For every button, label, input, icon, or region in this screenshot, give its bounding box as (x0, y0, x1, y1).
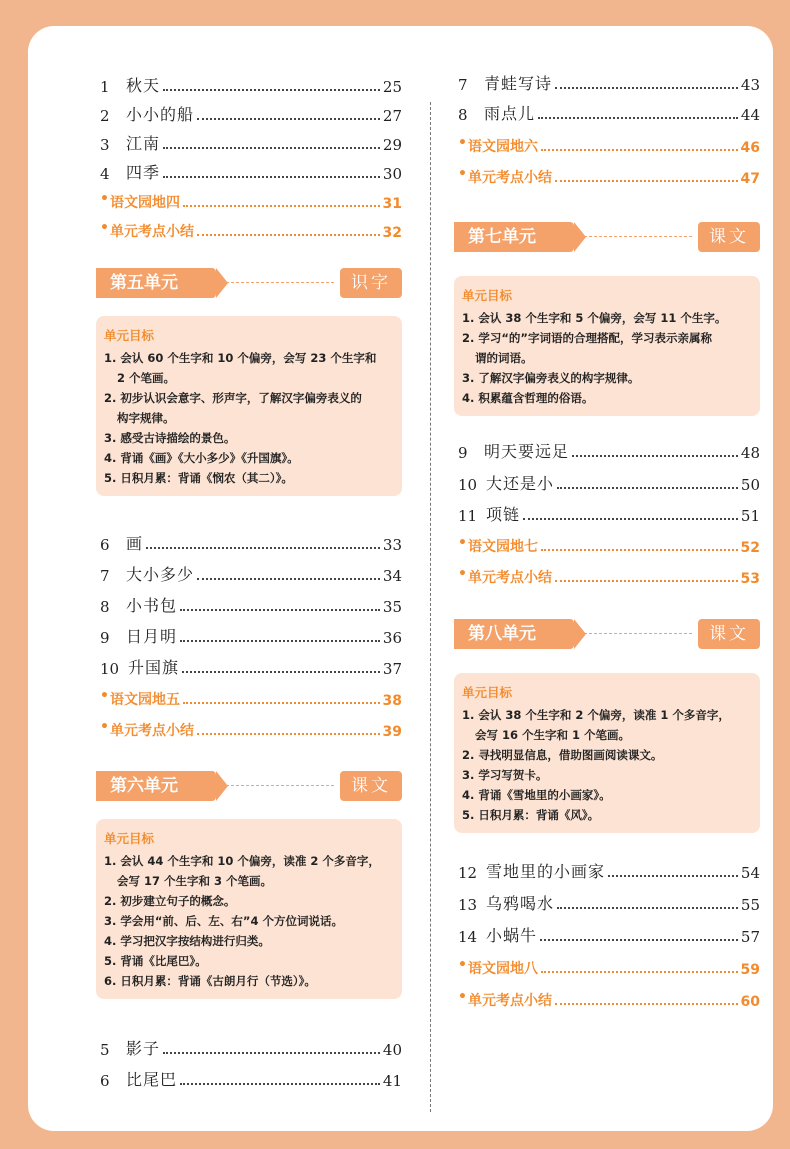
toc-entry-highlight[interactable] (458, 161, 760, 187)
unit-tag: 课文 (698, 619, 760, 649)
page-number: 48 (740, 444, 760, 462)
toc-entry-highlight[interactable] (100, 714, 402, 740)
leader-dots (183, 205, 380, 207)
page-number: 59 (740, 962, 760, 978)
page-number: 30 (382, 165, 402, 183)
goal-item: 4. 学习把汉字按结构进行归类。 (104, 934, 270, 948)
toc-entry[interactable]: 1 秋天 25 (100, 70, 402, 96)
page-number: 53 (740, 571, 760, 587)
goal-item: 4. 背诵《雪地里的小画家》。 (462, 788, 611, 802)
toc-entry[interactable]: 6 比尾巴 41 (100, 1064, 402, 1090)
page-number: 51 (740, 507, 760, 525)
page-number: 37 (382, 660, 402, 678)
leader-dots (146, 547, 380, 549)
page-number: 47 (740, 171, 760, 187)
leader-dots (180, 640, 380, 642)
page-number: 60 (740, 994, 760, 1010)
entry-title: • 单元考点小结 (458, 167, 552, 187)
goal-item: 1. 会认 60 个生字和 10 个偏旁，会写 23 个生字和 2 个笔画。 (104, 351, 377, 385)
page-number: 55 (740, 896, 760, 914)
leader-dots (197, 733, 380, 735)
page-number: 25 (382, 78, 402, 96)
entry-title: • 语文园地六 (458, 136, 538, 156)
page-number: 44 (740, 106, 760, 124)
entry-title: • 单元考点小结 (458, 567, 552, 587)
toc-entry[interactable]: 8 小书包 35 (100, 590, 402, 616)
entry-title: 小书包 (126, 596, 178, 615)
page-number: 57 (740, 928, 760, 946)
goal-item: 5. 背诵《比尾巴》。 (104, 954, 207, 968)
entry-title: • 单元考点小结 (100, 221, 194, 241)
toc-entry[interactable]: 2 小小的船 27 (100, 99, 402, 125)
toc-entry[interactable]: 4 四季 30 (100, 157, 402, 183)
entry-title: • 语文园地五 (100, 689, 180, 709)
page-number: 34 (382, 567, 402, 585)
toc-entry-highlight[interactable] (100, 215, 402, 241)
entry-title: 升国旗 (128, 658, 180, 677)
unit-goals-7 (454, 276, 760, 416)
leader-dots (163, 147, 380, 149)
toc-entry[interactable]: 6 画 33 (100, 528, 402, 554)
goal-item: 2. 学习“的”字词语的合理搭配，学习表示亲属称 谓的词语。 (462, 331, 712, 365)
page-number: 36 (382, 629, 402, 647)
leader-dots (540, 939, 738, 941)
leader-dots (197, 118, 380, 120)
entry-title: 大小多少 (126, 565, 195, 584)
page-number: 29 (382, 136, 402, 154)
entry-title: 乌鸦喝水 (486, 894, 555, 913)
toc-entry[interactable]: 8 雨点儿 44 (458, 98, 760, 124)
goal-item: 6. 日积月累：背诵《古朗月行（节选）》。 (104, 974, 316, 988)
goal-item: 4. 积累蕴含哲理的俗语。 (462, 391, 594, 405)
leader-dots (163, 176, 380, 178)
goal-item: 3. 学习写贺卡。 (462, 768, 548, 782)
toc-entry-highlight[interactable] (458, 530, 760, 556)
unit-tag: 课文 (698, 222, 760, 252)
entry-title: 画 (126, 534, 144, 553)
toc-entry[interactable]: 12 雪地里的小画家 54 (458, 856, 760, 882)
goal-item: 2. 初步认识会意字、形声字，了解汉字偏旁表义的 构字规律。 (104, 391, 362, 425)
entry-title: • 语文园地七 (458, 536, 538, 556)
toc-page (28, 26, 773, 1131)
page-number: 41 (382, 1072, 402, 1090)
entry-title: 江南 (126, 134, 161, 153)
entry-title: 大还是小 (486, 474, 555, 493)
goal-item: 5. 日积月累：背诵《风》。 (462, 808, 600, 822)
leader-dots (557, 487, 738, 489)
entry-title: 小蜗牛 (486, 926, 538, 945)
entry-title: 比尾巴 (126, 1070, 178, 1089)
banner-rule (584, 236, 692, 237)
toc-entry[interactable]: 9 明天要远足 48 (458, 436, 760, 462)
unit-label: 第八单元 (454, 619, 574, 649)
leader-dots (541, 971, 738, 973)
leader-dots (182, 671, 380, 673)
leader-dots (197, 578, 380, 580)
goals-heading: 单元目标 (104, 328, 155, 343)
leader-dots (555, 87, 738, 89)
toc-entry[interactable]: 7 青蛙写诗 43 (458, 68, 760, 94)
page-number: 39 (382, 724, 402, 740)
entry-title: • 语文园地四 (100, 192, 180, 212)
toc-entry[interactable]: 5 影子 40 (100, 1033, 402, 1059)
goal-item: 1. 会认 44 个生字和 10 个偏旁，读准 2 个多音字， 会写 17 个生字和 3 个笔画。 (104, 854, 380, 888)
leader-dots (197, 234, 380, 236)
unit-label: 第六单元 (96, 771, 216, 801)
entry-title: 四季 (126, 163, 161, 182)
leader-dots (608, 875, 738, 877)
leader-dots (541, 549, 738, 551)
banner-rule (226, 785, 334, 786)
leader-dots (572, 455, 738, 457)
leader-dots (163, 89, 380, 91)
entry-title: 日月明 (126, 627, 178, 646)
toc-entry[interactable]: 9 日月明 36 (100, 621, 402, 647)
leader-dots (555, 1003, 738, 1005)
goals-heading: 单元目标 (462, 685, 513, 700)
unit-banner-8 (454, 619, 760, 649)
entry-title: 明天要远足 (484, 442, 570, 461)
unit-label: 第五单元 (96, 268, 216, 298)
goal-item: 3. 了解汉字偏旁表义的构字规律。 (462, 371, 640, 385)
toc-entry[interactable]: 3 江南 29 (100, 128, 402, 154)
page-number: 35 (382, 598, 402, 616)
toc-entry-highlight[interactable] (458, 561, 760, 587)
page-number: 43 (740, 76, 760, 94)
toc-entry-highlight[interactable] (458, 130, 760, 156)
goal-item: 3. 学会用“前、后、左、右”4 个方位词说话。 (104, 914, 343, 928)
page-number: 50 (740, 476, 760, 494)
unit-label: 第七单元 (454, 222, 574, 252)
page-number: 33 (382, 536, 402, 554)
entry-title: • 语文园地八 (458, 958, 538, 978)
entry-title: 雨点儿 (484, 104, 536, 123)
entry-title: 项链 (486, 505, 521, 524)
leader-dots (180, 1083, 380, 1085)
entry-title: • 单元考点小结 (100, 720, 194, 740)
goal-item: 2. 初步建立句子的概念。 (104, 894, 236, 908)
leader-dots (557, 907, 738, 909)
goal-item: 2. 寻找明显信息，借助图画阅读课文。 (462, 748, 663, 762)
page-number: 38 (382, 693, 402, 709)
toc-entry[interactable]: 7 大小多少 34 (100, 559, 402, 585)
unit-tag: 识字 (340, 268, 402, 298)
goal-item: 1. 会认 38 个生字和 5 个偏旁，会写 11 个生字。 (462, 311, 727, 325)
goal-item: 4. 背诵《画》《大小多少》《升国旗》。 (104, 451, 299, 465)
leader-dots (180, 609, 380, 611)
toc-entry-highlight[interactable] (458, 952, 760, 978)
toc-entry-highlight[interactable] (458, 984, 760, 1010)
page-number: 46 (740, 140, 760, 156)
banner-rule (226, 282, 334, 283)
leader-dots (183, 702, 380, 704)
unit-goals-6 (96, 819, 402, 999)
unit-tag: 课文 (340, 771, 402, 801)
leader-dots (555, 580, 738, 582)
unit-goals-5 (96, 316, 402, 496)
leader-dots (538, 117, 738, 119)
entry-title: 小小的船 (126, 105, 195, 124)
toc-entry[interactable]: 13 乌鸦喝水 55 (458, 888, 760, 914)
leader-dots (523, 518, 738, 520)
toc-entry[interactable]: 10 大还是小 50 (458, 468, 760, 494)
page-number: 54 (740, 864, 760, 882)
goals-heading: 单元目标 (462, 288, 513, 303)
toc-entry[interactable]: 14 小蜗牛 57 (458, 920, 760, 946)
unit-banner-5 (96, 268, 402, 298)
unit-banner-6 (96, 771, 402, 801)
toc-entry-highlight[interactable] (100, 683, 402, 709)
leader-dots (541, 149, 738, 151)
goal-item: 1. 会认 38 个生字和 2 个偏旁，读准 1 个多音字， 会写 16 个生字和 1 个笔画。 (462, 708, 730, 742)
goals-heading: 单元目标 (104, 831, 155, 846)
entry-title: 影子 (126, 1039, 161, 1058)
page-number: 31 (382, 196, 402, 212)
banner-rule (584, 633, 692, 634)
goal-item: 5. 日积月累：背诵《悯农（其二）》。 (104, 471, 293, 485)
entry-title: 秋天 (126, 76, 161, 95)
page-number: 32 (382, 225, 402, 241)
entry-title: 雪地里的小画家 (486, 862, 606, 881)
toc-entry-highlight[interactable] (100, 186, 402, 212)
page-number: 40 (382, 1041, 402, 1059)
leader-dots (163, 1052, 380, 1054)
unit-banner-7 (454, 222, 760, 252)
leader-dots (555, 180, 738, 182)
toc-entry[interactable]: 11 项链 51 (458, 499, 760, 525)
entry-title: 青蛙写诗 (484, 74, 553, 93)
page-number: 52 (740, 540, 760, 556)
unit-goals-8 (454, 673, 760, 833)
page-number: 27 (382, 107, 402, 125)
goal-item: 3. 感受古诗描绘的景色。 (104, 431, 236, 445)
toc-entry[interactable]: 10 升国旗 37 (100, 652, 402, 678)
entry-title: • 单元考点小结 (458, 990, 552, 1010)
column-divider (430, 102, 431, 1112)
